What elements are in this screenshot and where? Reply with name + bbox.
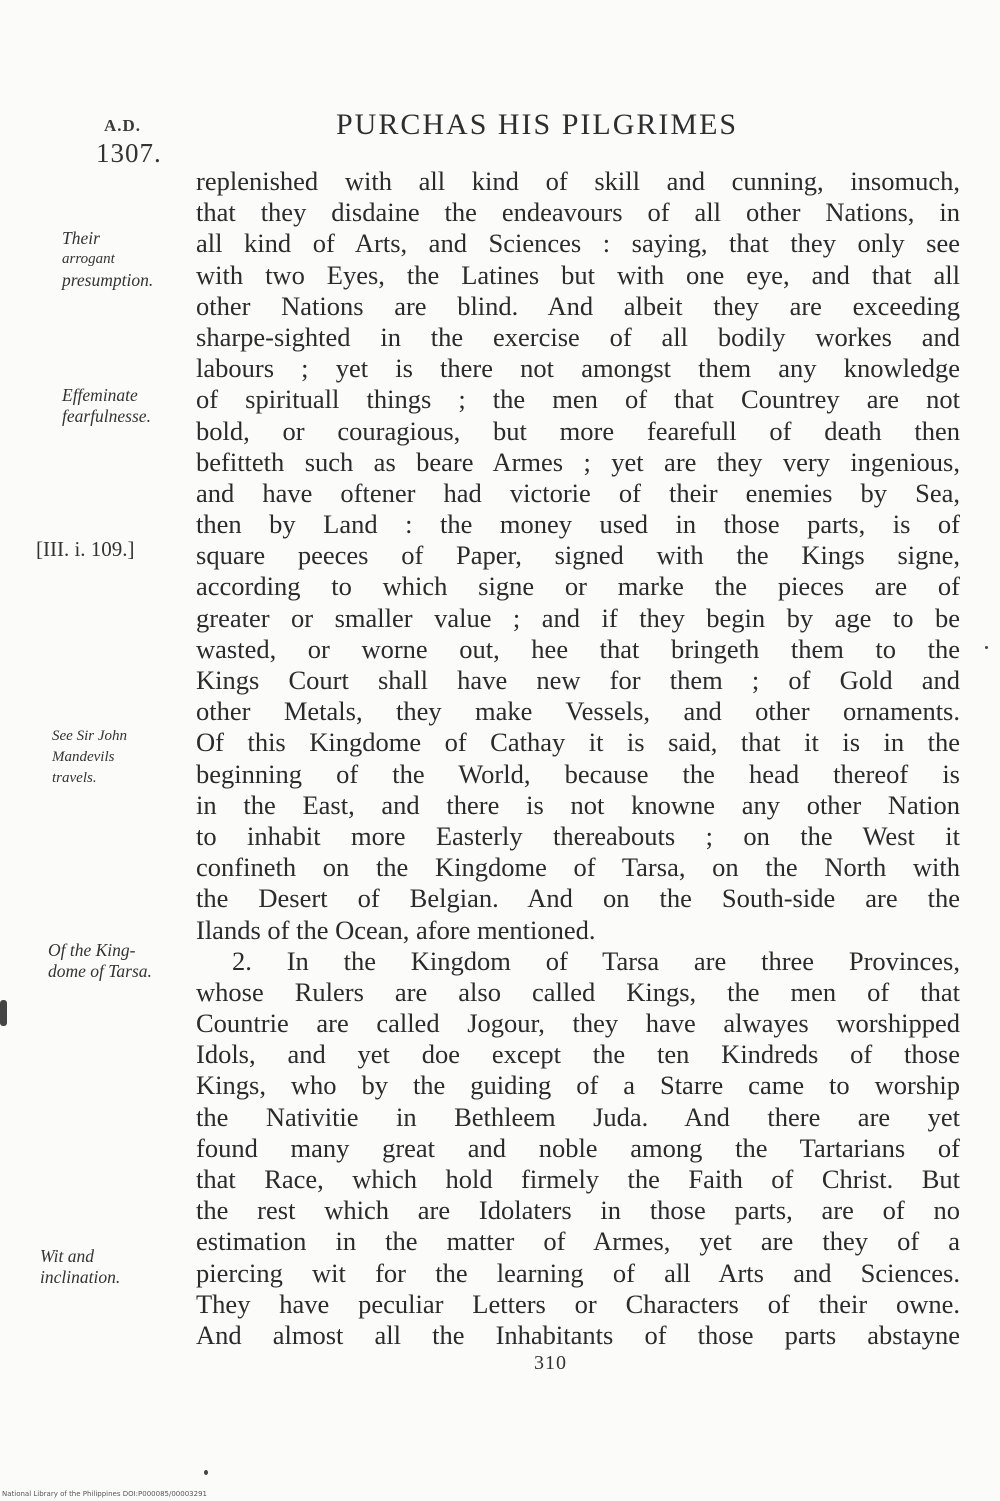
text-line: other Nations are blind. And albeit they are exceeding	[196, 290, 960, 321]
text-line: according to which signe or marke the pieces are of	[196, 571, 960, 602]
margin-note-line: Wit and	[40, 1246, 94, 1266]
running-title: PURCHAS HIS PILGRIMES	[336, 108, 739, 141]
text-line: They have peculiar Letters or Characters of their owne.	[196, 1288, 960, 1319]
margin-note-line: inclination.	[40, 1267, 121, 1287]
text-line: And almost all the Inhabitants of those parts abstayne	[196, 1319, 960, 1350]
margin-note-arrogant-presumption	[62, 228, 153, 291]
ink-speck	[0, 1000, 7, 1026]
margin-note-kingdome-of-tarsa	[48, 940, 152, 982]
text-line: that they disdaine the endeavours of all other Nations, in	[196, 197, 960, 228]
margin-note-line: dome of Tarsa.	[48, 961, 152, 981]
text-line: 2. In the Kingdom of Tarsa are three Provinces,	[232, 945, 960, 976]
text-line: befitteth such as beare Armes ; yet are they very ingenious,	[196, 446, 960, 477]
text-line: with two Eyes, the Latines but with one eye, and that all	[196, 259, 960, 290]
text-line: labours ; yet is there not amongst them any knowledge	[196, 353, 960, 384]
margin-note-wit-and-inclination	[40, 1246, 120, 1288]
text-line: found many great and noble among the Tartarians of	[196, 1132, 960, 1163]
text-line: Countrie are called Jogour, they have alwayes worshipped	[196, 1008, 960, 1039]
margin-note-mandevils-travels	[52, 726, 127, 789]
text-line: other Metals, they make Vessels, and other ornaments.	[196, 696, 960, 727]
page-number: 310	[534, 1352, 567, 1374]
text-line: Kings, who by the guiding of a Starre came to worship	[196, 1070, 960, 1101]
text-line: Of this Kingdome of Cathay it is said, that it is in the	[196, 727, 960, 758]
text-line: the Desert of Belgian. And on the South-side are the	[196, 883, 960, 914]
margin-note-line: travels.	[52, 770, 97, 786]
margin-note-line: Their	[62, 228, 100, 248]
text-line: beginning of the World, because the head thereof is	[196, 758, 960, 789]
text-line: greater or smaller value ; and if they begin by age to be	[196, 602, 960, 633]
margin-note-line: Mandevils	[52, 749, 115, 765]
year-label: A.D.	[104, 116, 142, 135]
text-line: the Nativitie in Bethleem Juda. And there are yet	[196, 1101, 960, 1132]
year: 1307.	[96, 138, 162, 168]
text-line: sharpe-sighted in the exercise of all bodily workes and	[196, 321, 960, 352]
text-line: replenished with all kind of skill and cunning, insomuch,	[196, 166, 960, 196]
margin-note-effeminate-fearfulnesse	[62, 385, 151, 427]
text-line: square peeces of Paper, signed with the Kings signe,	[196, 540, 960, 571]
text-line: and have oftener had victorie of their enemies by Sea,	[196, 477, 960, 508]
text-line: Kings Court shall have new for them ; of Gold and	[196, 665, 960, 695]
text-line: Idols, and yet doe except the ten Kindreds of those	[196, 1039, 960, 1070]
text-line: whose Rulers are also called Kings, the men of that	[196, 976, 960, 1007]
text-line: all kind of Arts, and Sciences : saying, that they only see	[196, 228, 960, 259]
margin-note-line: fearfulnesse.	[62, 406, 151, 426]
text-line: bold, or couragious, but more fearefull of death then	[196, 415, 960, 446]
margin-note-line: arrogant	[62, 251, 115, 267]
text-line: confineth on the Kingdome of Tarsa, on the North with	[196, 852, 960, 883]
ink-speck	[985, 646, 988, 649]
text-line: to inhabit more Easterly thereabouts ; on the West it	[196, 820, 960, 851]
reference-mark: [III. i. 109.]	[36, 537, 135, 561]
text-line: estimation in the matter of Armes, yet are they of a	[196, 1226, 960, 1257]
text-line: that Race, which hold firmely the Faith of Christ. But	[196, 1164, 960, 1194]
text-line: in the East, and there is not knowne any other Nation	[196, 789, 960, 820]
footer-credit: National Library of the Philippines DOI:P000085/00003291	[2, 1490, 207, 1498]
margin-note-line: presumption.	[62, 270, 154, 290]
margin-note-line: Of the King-	[48, 940, 136, 960]
body-text	[196, 166, 960, 1351]
margin-note-line: Effeminate	[62, 385, 138, 405]
text-line: of spirituall things ; the men of that Countrey are not	[196, 384, 960, 415]
text-line: then by Land : the money used in those parts, is of	[196, 509, 960, 540]
text-line: the rest which are Idolaters in those parts, are of no	[196, 1195, 960, 1226]
ink-speck	[204, 1470, 208, 1475]
text-line: wasted, or worne out, hee that bringeth them to the	[196, 633, 960, 664]
text-line: Ilands of the Ocean, afore mentioned.	[196, 914, 596, 945]
margin-note-line: See Sir John	[52, 728, 127, 744]
text-line: piercing wit for the learning of all Arts and Sciences.	[196, 1257, 960, 1288]
